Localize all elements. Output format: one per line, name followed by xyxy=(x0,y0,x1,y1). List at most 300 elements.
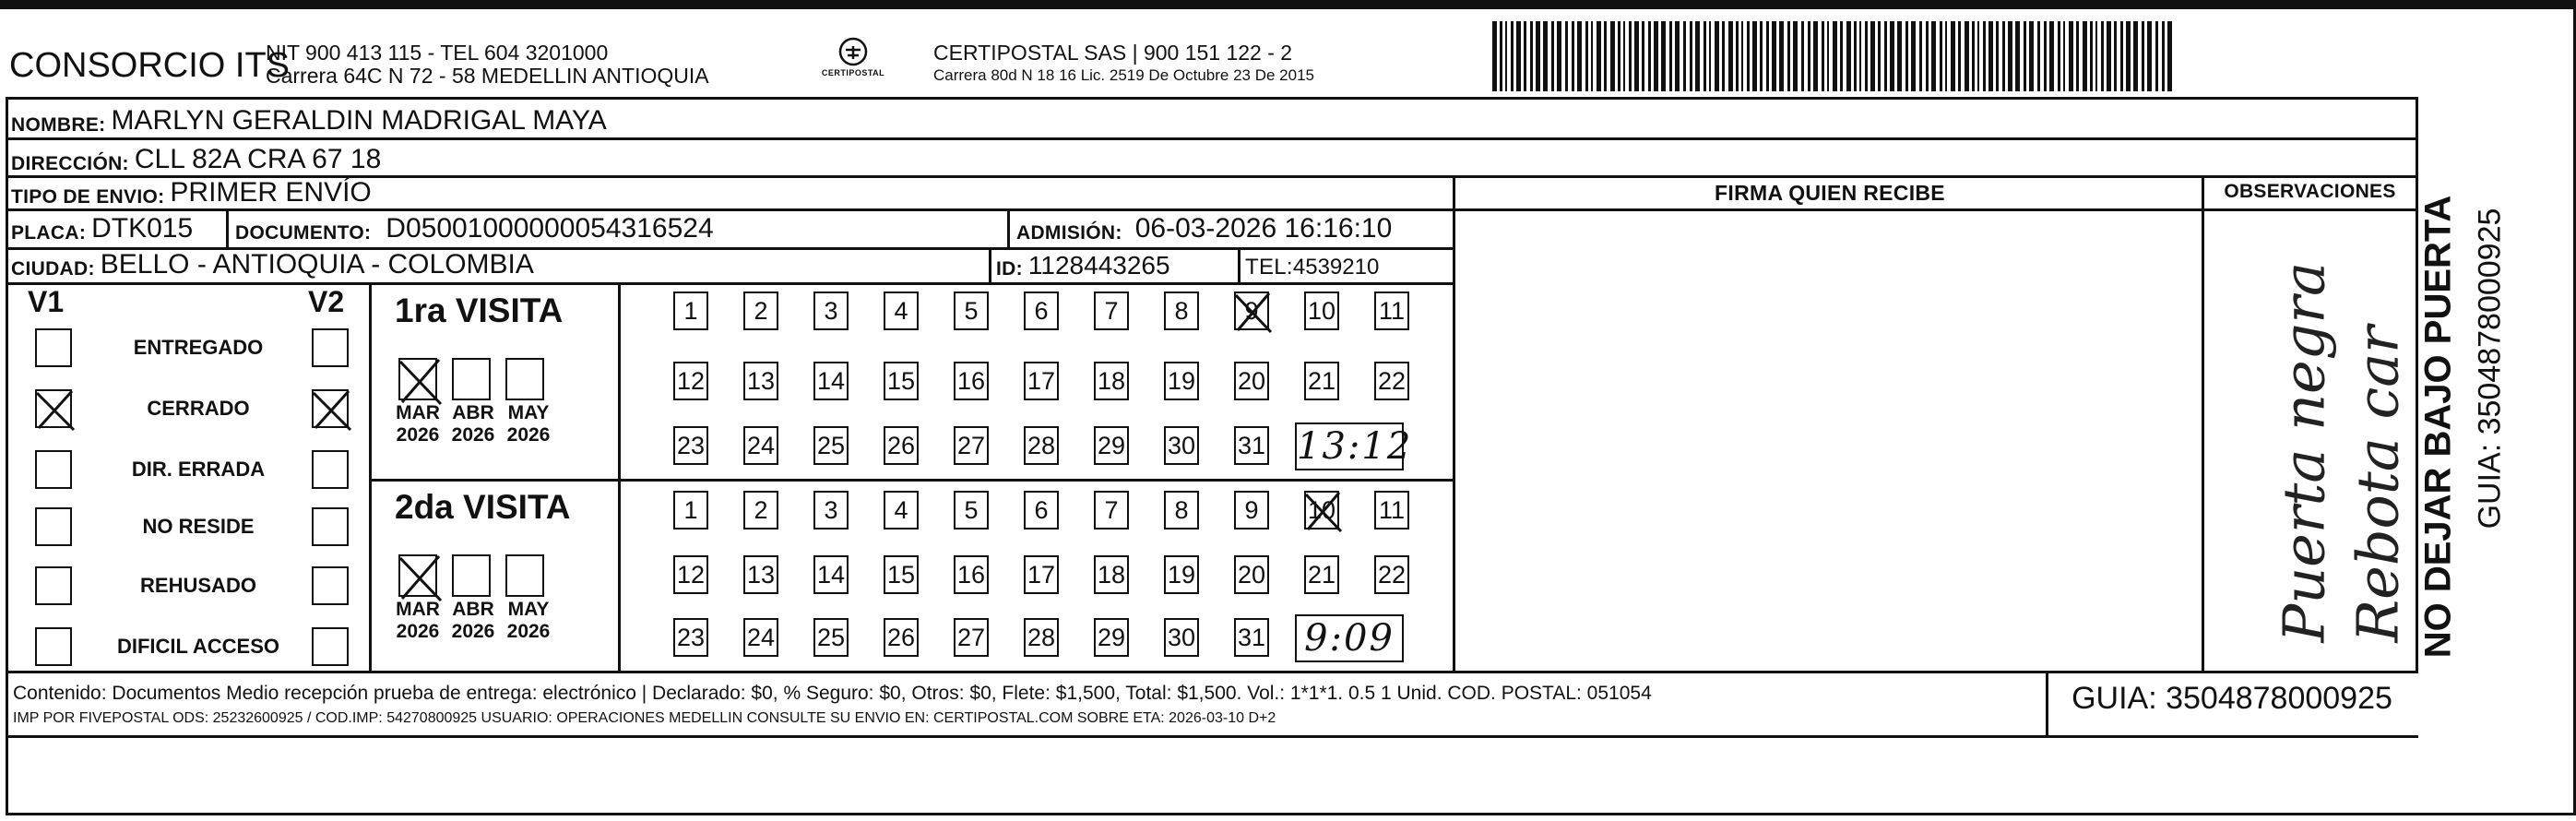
day-number: 25 xyxy=(816,432,846,459)
top-border xyxy=(0,0,2576,9)
barcode-bar xyxy=(2167,21,2172,91)
day-box xyxy=(1164,555,1199,594)
frame-bottom xyxy=(6,813,2576,815)
day-number: 11 xyxy=(1378,496,1406,524)
barcode-bar xyxy=(2044,21,2047,91)
barcode-bar xyxy=(1931,21,1936,91)
tel-value: 4539210 xyxy=(1292,255,1380,280)
barcode-bar xyxy=(2024,21,2026,91)
day-number: 5 xyxy=(964,496,979,524)
day-box xyxy=(1374,292,1409,330)
day-box xyxy=(813,292,849,330)
barcode-bar xyxy=(2126,21,2131,91)
side-warning: NO DEJAR BAJO PUERTA xyxy=(2417,195,2459,659)
company-name: CONSORCIO ITS xyxy=(9,46,291,85)
barcode-bar xyxy=(1505,21,1507,91)
barcode-bar xyxy=(1492,21,1497,91)
day-box xyxy=(1094,362,1129,400)
barcode-bar xyxy=(1865,21,1868,91)
barcode-bar xyxy=(1543,21,1548,91)
day-number: 9 xyxy=(1244,297,1259,325)
barcode-bar xyxy=(2147,21,2152,91)
month-name: MAR xyxy=(396,402,440,423)
day-box xyxy=(954,618,989,657)
barcode-bar xyxy=(1728,21,1733,91)
handwriting-line-1: Puerta negra xyxy=(2270,262,2338,643)
barcode-bar xyxy=(1585,21,1588,91)
status-label: DIFICIL ACCESO xyxy=(116,635,279,658)
id-divider xyxy=(989,247,991,282)
status-label: DIR. ERRADA xyxy=(131,458,266,481)
main-top-line xyxy=(6,97,2418,100)
barcode-bar xyxy=(1675,21,1680,91)
documento-value: D05001000000054316524 xyxy=(386,213,714,244)
day-number: 27 xyxy=(956,432,986,459)
barcode-bar xyxy=(2008,21,2012,91)
barcode-bar xyxy=(1623,21,1625,91)
day-box xyxy=(1234,292,1269,330)
barcode-bar xyxy=(1977,21,1979,91)
day-number: 23 xyxy=(676,432,706,459)
direccion-row xyxy=(11,140,381,175)
barcode-bar xyxy=(1965,21,1969,91)
day-box xyxy=(1164,292,1199,330)
day-number: 6 xyxy=(1034,297,1049,325)
day-number: 27 xyxy=(956,624,986,651)
day-number: 7 xyxy=(1104,496,1119,524)
day-box xyxy=(884,491,919,529)
day-number: 4 xyxy=(894,496,908,524)
day-box xyxy=(1024,362,1059,400)
tipo-value: PRIMER ENVÍO xyxy=(170,177,372,208)
day-number: 12 xyxy=(676,561,706,589)
barcode-bar xyxy=(1654,21,1658,91)
frame-left xyxy=(6,97,8,815)
day-number: 17 xyxy=(1027,367,1056,395)
day-box xyxy=(813,362,849,400)
barcode-bar xyxy=(1516,21,1521,91)
status-v2-checkbox xyxy=(312,566,349,605)
barcode-bar xyxy=(1878,21,1881,91)
status-right-line xyxy=(369,282,372,673)
day-box xyxy=(743,618,778,657)
ciudad-label: CIUDAD: xyxy=(11,258,95,280)
day-box xyxy=(743,426,778,465)
visit-month-checkbox xyxy=(452,554,491,597)
day-number: 1 xyxy=(683,297,698,325)
visit-title: 2da VISITA xyxy=(395,488,571,526)
direccion-value: CLL 82A CRA 67 18 xyxy=(134,144,382,174)
month-year: 2026 xyxy=(451,621,495,642)
barcode-bar xyxy=(2101,21,2104,91)
certipostal-logo xyxy=(812,37,895,90)
barcode-bar xyxy=(2162,21,2165,91)
visit-month-label xyxy=(496,402,561,446)
visit-month-checkbox xyxy=(505,358,544,400)
day-box xyxy=(954,426,989,465)
day-box xyxy=(1094,555,1129,594)
nombre-value: MARLYN GERALDIN MADRIGAL MAYA xyxy=(111,105,607,136)
tel-label: TEL: xyxy=(1245,255,1293,280)
barcode-bar xyxy=(2076,21,2079,91)
barcode-bar xyxy=(1642,21,1644,91)
day-box xyxy=(1304,491,1339,529)
tel-divider xyxy=(1238,247,1241,282)
barcode-bar xyxy=(2058,21,2060,91)
barcode-bar xyxy=(1618,21,1620,91)
day-box xyxy=(954,555,989,594)
id-row xyxy=(996,249,1170,280)
day-number: 24 xyxy=(746,624,776,651)
status-v1-checkbox xyxy=(35,389,72,428)
day-number: 14 xyxy=(816,561,846,589)
day-box xyxy=(1164,491,1199,529)
barcode-bar xyxy=(1958,21,1961,91)
documento-label: DOCUMENTO: xyxy=(235,222,372,244)
visit-month-x-mark xyxy=(397,553,445,604)
barcode-bar xyxy=(1808,21,1810,91)
day-number: 23 xyxy=(676,624,706,651)
status-label: REHUSADO xyxy=(140,574,256,597)
visit-time: 13:12 xyxy=(1295,422,1404,470)
day-box xyxy=(673,362,708,400)
day-box xyxy=(884,618,919,657)
barcode-bar xyxy=(1604,21,1607,91)
day-box xyxy=(1304,292,1339,330)
barcode-bar xyxy=(1854,21,1857,91)
month-name: MAY xyxy=(507,402,550,423)
barcode-bar xyxy=(1747,21,1750,91)
barcode-bar xyxy=(2037,21,2040,91)
placa-label: PLACA: xyxy=(11,222,87,244)
day-number: 18 xyxy=(1097,561,1126,589)
barcode-bar xyxy=(2095,21,2097,91)
status-label: CERRADO xyxy=(147,397,250,420)
day-x-mark xyxy=(1232,290,1275,336)
day-number: 22 xyxy=(1377,561,1407,589)
barcode-bar xyxy=(1536,21,1540,91)
day-number: 28 xyxy=(1027,624,1056,651)
day-box xyxy=(884,362,919,400)
month-name: ABR xyxy=(452,599,494,620)
month-year: 2026 xyxy=(451,424,495,446)
barcode-bar xyxy=(2120,21,2123,91)
day-number: 22 xyxy=(1377,367,1407,395)
admision-value: 06-03-2026 16:16:10 xyxy=(1134,213,1393,244)
day-number: 29 xyxy=(1097,624,1126,651)
barcode-bar xyxy=(2142,21,2144,91)
day-number: 26 xyxy=(886,432,916,459)
day-number: 16 xyxy=(956,367,986,395)
barcode-bar xyxy=(1827,21,1829,91)
placa-row xyxy=(11,211,193,244)
admision-row xyxy=(1016,211,1392,244)
day-box xyxy=(1024,292,1059,330)
day-box xyxy=(1234,618,1269,657)
day-number: 1 xyxy=(683,496,698,524)
barcode-bar xyxy=(1833,21,1837,91)
barcode-bar xyxy=(1511,21,1514,91)
footer-bottom-line xyxy=(6,735,2418,738)
month-year: 2026 xyxy=(396,424,440,446)
day-box xyxy=(813,555,849,594)
barcode-bar xyxy=(1629,21,1632,91)
barcode-bar xyxy=(1972,21,1975,91)
footer-line1: Contenido: Documentos Medio recepción prueba de entrega: electrónico | Declarado: $0, % Seguro: $0, Otros: $0, Flete: $1,500, Total: $1,500. Vol.: 1*1*1. 0.5 1 Unid. COD. POSTAL: 051054 xyxy=(13,683,1652,704)
barcode-bar xyxy=(1634,21,1639,91)
barcode-bar xyxy=(2063,21,2065,91)
barcode-bar xyxy=(1648,21,1651,91)
barcode-bar xyxy=(1793,21,1798,91)
day-box xyxy=(1024,491,1059,529)
barcode-bar xyxy=(1524,21,1526,91)
logo-text: CERTIPOSTAL xyxy=(821,68,885,77)
placa-value: DTK015 xyxy=(91,213,194,244)
barcode-bar xyxy=(1951,21,1955,91)
firma-label: FIRMA QUIEN RECIBE xyxy=(1715,181,1945,205)
barcode-bar xyxy=(1905,21,1908,91)
barcode-bar xyxy=(1897,21,1902,91)
day-number: 10 xyxy=(1307,496,1336,524)
day-box xyxy=(1164,426,1199,465)
barcode-bar xyxy=(1722,21,1725,91)
day-number: 21 xyxy=(1307,561,1336,589)
line-ciudad xyxy=(6,282,1455,285)
barcode-bar xyxy=(1801,21,1804,91)
observaciones-label: OBSERVACIONES xyxy=(2224,181,2396,202)
visit-time: 9:09 xyxy=(1295,614,1404,662)
day-box xyxy=(1094,426,1129,465)
barcode-bar xyxy=(1840,21,1843,91)
barcode-bar xyxy=(1715,21,1719,91)
handwriting-line-2: Rebota car xyxy=(2344,326,2412,643)
day-box xyxy=(1304,362,1339,400)
day-number: 2 xyxy=(754,496,768,524)
tel-row xyxy=(1245,249,1379,280)
barcode-bar xyxy=(1703,21,1706,91)
documento-row xyxy=(235,211,714,244)
barcode-bar xyxy=(2015,21,2020,91)
day-number: 15 xyxy=(886,561,916,589)
barcode-bar xyxy=(2133,21,2138,91)
barcode-bar xyxy=(1983,21,1986,91)
footer-guia: GUIA: 3504878000925 xyxy=(2071,681,2392,716)
day-x-mark xyxy=(1302,489,1345,535)
barcode-bar xyxy=(1572,21,1574,91)
admision-label: ADMISIÓN: xyxy=(1016,222,1122,244)
day-number: 10 xyxy=(1307,297,1336,325)
day-number: 31 xyxy=(1237,432,1266,459)
nombre-row xyxy=(11,101,607,137)
barcode-bar xyxy=(1557,21,1561,91)
status-v2-x-mark xyxy=(310,387,354,434)
day-number: 31 xyxy=(1237,624,1266,651)
certipostal-logo-icon xyxy=(835,37,872,68)
day-box xyxy=(1094,618,1129,657)
barcode-bar xyxy=(1500,21,1502,91)
day-number: 3 xyxy=(824,496,838,524)
month-year: 2026 xyxy=(506,621,551,642)
visits-divider xyxy=(618,282,621,673)
status-v2-checkbox xyxy=(312,328,349,367)
barcode-bar xyxy=(2083,21,2087,91)
barcode-bar xyxy=(1530,21,1533,91)
visit-month-checkbox xyxy=(398,554,437,597)
barcode-bar xyxy=(1591,21,1593,91)
barcode-bar xyxy=(1890,21,1894,91)
month-year: 2026 xyxy=(506,424,551,446)
day-number: 17 xyxy=(1027,561,1056,589)
barcode-bar xyxy=(1752,21,1757,91)
barcode-bar xyxy=(1760,21,1763,91)
day-box xyxy=(1374,362,1409,400)
address-line: Carrera 64C N 72 - 58 MEDELLIN ANTIOQUIA xyxy=(266,64,709,88)
barcode-bar xyxy=(1772,21,1776,91)
day-box xyxy=(1234,491,1269,529)
nit-line: NIT 900 413 115 - TEL 604 3201000 xyxy=(266,41,609,65)
visit-month-label xyxy=(496,599,561,643)
barcode-bar xyxy=(1766,21,1769,91)
status-v2-checkbox xyxy=(312,389,349,428)
barcode-bar xyxy=(1911,21,1916,91)
barcode-bar xyxy=(2114,21,2117,91)
v2-label: V2 xyxy=(308,285,345,318)
barcode-bar xyxy=(2002,21,2005,91)
barcode-bar xyxy=(1736,21,1739,91)
status-v2-checkbox xyxy=(312,450,349,489)
barcode-bar xyxy=(1870,21,1875,91)
barcode-bar xyxy=(2107,21,2111,91)
visit-month-x-mark xyxy=(397,356,445,408)
barcode-bar xyxy=(1661,21,1666,91)
tipo-label: TIPO DE ENVIO: xyxy=(11,186,165,208)
day-number: 12 xyxy=(676,367,706,395)
day-box xyxy=(743,292,778,330)
barcode-bar xyxy=(1988,21,1993,91)
barcode-bar xyxy=(1565,21,1568,91)
v1-label: V1 xyxy=(28,285,65,318)
day-number: 20 xyxy=(1237,367,1266,395)
day-box xyxy=(673,618,708,657)
ciudad-row xyxy=(11,249,534,280)
day-box xyxy=(1024,555,1059,594)
status-v1-x-mark xyxy=(33,387,77,434)
status-v2-checkbox xyxy=(312,507,349,546)
day-box xyxy=(1234,362,1269,400)
status-v1-checkbox xyxy=(35,507,72,546)
certipostal-line1: CERTIPOSTAL SAS | 900 151 122 - 2 xyxy=(933,41,1293,65)
id-label: ID: xyxy=(996,258,1023,280)
day-number: 29 xyxy=(1097,432,1126,459)
status-v1-checkbox xyxy=(35,566,72,605)
barcode-bar xyxy=(1610,21,1615,91)
day-number: 3 xyxy=(824,297,838,325)
day-box xyxy=(743,362,778,400)
barcode-bar xyxy=(1884,21,1887,91)
day-number: 11 xyxy=(1378,297,1406,325)
day-number: 19 xyxy=(1167,367,1196,395)
day-box xyxy=(1024,618,1059,657)
barcode-bar xyxy=(1996,21,1999,91)
admision-divider xyxy=(1007,208,1010,247)
barcode-bar xyxy=(1551,21,1554,91)
day-number: 2 xyxy=(754,297,768,325)
visits-mid-line xyxy=(369,479,1455,482)
month-name: ABR xyxy=(452,402,494,423)
day-number: 14 xyxy=(816,367,846,395)
day-box xyxy=(813,491,849,529)
status-label: NO RESIDE xyxy=(142,515,255,538)
barcode-bar xyxy=(1690,21,1692,91)
barcode-bar xyxy=(1940,21,1942,91)
visit-month-checkbox xyxy=(398,358,437,400)
day-number: 13 xyxy=(746,367,776,395)
day-number: 28 xyxy=(1027,432,1056,459)
day-number: 30 xyxy=(1167,624,1196,651)
barcode-bar xyxy=(1577,21,1582,91)
observaciones-handwriting xyxy=(2212,231,2410,664)
direccion-label: DIRECCIÓN: xyxy=(11,153,129,174)
barcode-bar xyxy=(1683,21,1686,91)
barcode-bar xyxy=(1669,21,1672,91)
day-number: 18 xyxy=(1097,367,1126,395)
month-year: 2026 xyxy=(396,621,440,642)
day-number: 9 xyxy=(1244,496,1259,524)
barcode-bar xyxy=(2049,21,2054,91)
barcode-bar xyxy=(1945,21,1947,91)
status-v1-checkbox xyxy=(35,328,72,367)
month-name: MAR xyxy=(396,599,440,620)
day-box xyxy=(954,292,989,330)
barcode-bar xyxy=(1813,21,1818,91)
barcode-bar xyxy=(1779,21,1784,91)
side-guia: GUIA: 3504878000925 xyxy=(2472,208,2508,529)
day-box xyxy=(1374,555,1409,594)
id-value: 1128443265 xyxy=(1027,251,1170,280)
day-box xyxy=(884,292,919,330)
day-box xyxy=(1304,555,1339,594)
day-number: 4 xyxy=(894,297,908,325)
status-v1-checkbox xyxy=(35,450,72,489)
barcode-bar xyxy=(1695,21,1700,91)
barcode-bar xyxy=(2090,21,2093,91)
footer-line2: IMP POR FIVEPOSTAL ODS: 25232600925 / COD.IMP: 54270800925 USUARIO: OPERACIONES MEDELLIN CONSULTE SU ENVIO EN: CERTIPOSTAL.COM SOBRE ETA: 2026-03-10 D+2 xyxy=(13,710,1276,726)
barcode-bar xyxy=(2155,21,2158,91)
day-number: 19 xyxy=(1167,561,1196,589)
day-number: 16 xyxy=(956,561,986,589)
firma-header-line xyxy=(1453,208,2418,211)
day-number: 26 xyxy=(886,624,916,651)
day-number: 20 xyxy=(1237,561,1266,589)
barcode-bar xyxy=(1926,21,1929,91)
visit-month-checkbox xyxy=(452,358,491,400)
barcode-bar xyxy=(1822,21,1824,91)
status-v1-checkbox xyxy=(35,627,72,666)
barcode-bar xyxy=(1919,21,1922,91)
day-box xyxy=(743,491,778,529)
day-number: 13 xyxy=(746,561,776,589)
day-box xyxy=(673,555,708,594)
placa-divider xyxy=(226,208,229,247)
day-box xyxy=(813,426,849,465)
day-number: 8 xyxy=(1174,297,1189,325)
firma-left-line xyxy=(1453,175,1455,673)
barcode-bar xyxy=(1741,21,1743,91)
nombre-label: NOMBRE: xyxy=(11,114,106,136)
visit-title: 1ra VISITA xyxy=(395,292,564,329)
day-box xyxy=(884,555,919,594)
day-box xyxy=(954,362,989,400)
